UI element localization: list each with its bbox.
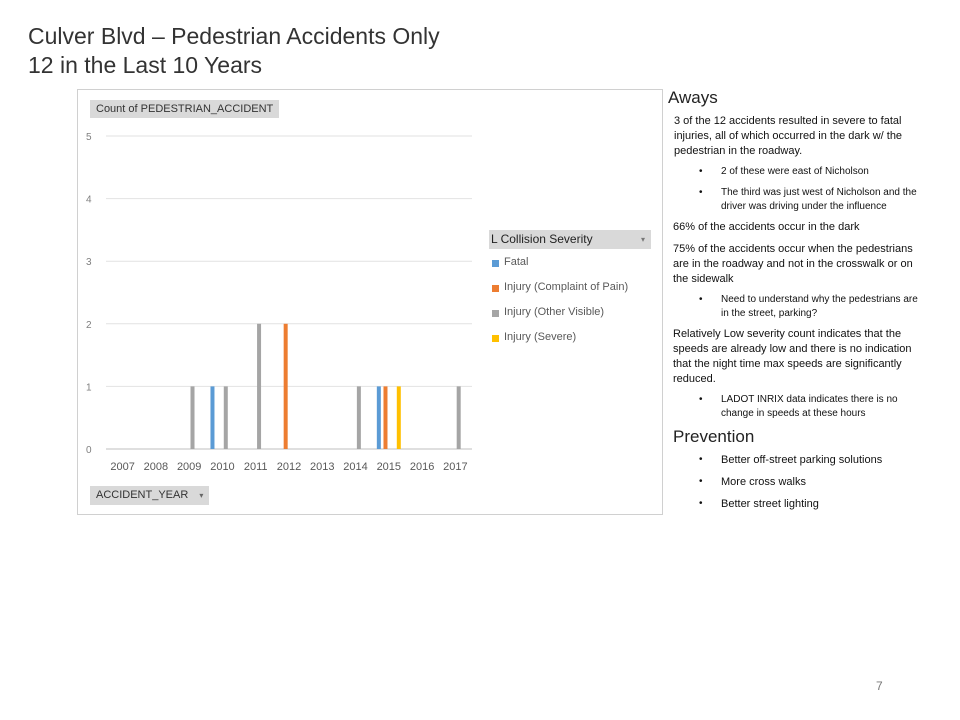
chart-legend [492,256,628,356]
y-tick-label: 0 [86,445,92,456]
x-tick-label: 2015 [376,461,402,473]
prevention-bullet-2: • More cross walks [721,475,920,489]
bar [397,386,401,449]
bar [383,386,387,449]
note-bullet-4: • LADOT INRIX data indicates there is no change in speeds at these hours [721,393,920,421]
legend-label-fatal: Fatal [504,256,529,268]
prevention-heading: Prevention [673,427,755,446]
notes-panel [668,88,920,511]
y-tick-label: 5 [86,132,92,143]
bar [224,386,228,449]
value-field-button[interactable] [90,100,279,118]
slide-title [28,22,440,80]
note-bullet-2: • The third was just west of Nicholson and the driver was driving under the influence [721,186,920,214]
dropdown-arrow-icon: ▾ [199,491,204,500]
bar [284,324,288,449]
x-tick-label: 2012 [276,461,302,473]
note-bullet-3: • Need to understand why the pedestrians are in the street, parking? [721,293,920,321]
legend-item-complaint-of-pain [492,281,628,306]
x-tick-label: 2010 [210,461,235,473]
legend-swatch-other-visible [492,310,499,317]
pivot-chart[interactable] [77,89,663,515]
x-tick-label: 2017 [443,461,468,473]
value-field-label: Count of PEDESTRIAN_ACCIDENT [96,103,274,115]
legend-field-label: L Collision Severity [491,232,593,246]
y-tick-label: 4 [86,194,92,206]
legend-field-button[interactable] [489,230,651,249]
axis-field-button[interactable] [90,486,209,505]
dropdown-arrow-icon: ▾ [640,235,645,244]
legend-swatch-severe [492,335,499,342]
note-paragraph-3: 75% of the accidents occur when the pedestrians are in the roadway and not in the crosswalk or on the sidewalk [673,243,913,285]
note-bullet-1: • 2 of these were east of Nicholson [721,165,920,179]
y-tick-label: 1 [86,382,92,394]
bar [357,386,361,449]
note-bullets-2 [721,293,920,321]
legend-label-complaint-of-pain: Injury (Complaint of Pain) [504,281,629,293]
prevention-bullet-3: • Better street lighting [721,497,920,511]
slide-title-line2: 12 in the Last 10 Years [28,52,263,78]
slide-title-line1: Culver Blvd – Pedestrian Accidents Only [28,23,440,49]
x-tick-label: 2011 [243,461,268,473]
x-tick-label: 2013 [310,461,335,473]
note-paragraph-1: 3 of the 12 accidents resulted in severe to fatal injuries, all of which occurred in the dark w/ the pedestrian in the roadway. [674,115,903,157]
x-tick-label: 2007 [110,461,135,473]
note-paragraph-2: 66% of the accidents occur in the dark [673,221,860,233]
bar [257,324,261,449]
legend-label-severe: Injury (Severe) [504,331,577,343]
y-tick-label: 2 [86,319,92,331]
bar [377,386,381,449]
note-bullets-3 [721,393,920,421]
legend-item-severe [492,331,628,356]
prevention-bullet-1: • Better off-street parking solutions [721,453,920,467]
legend-swatch-complaint-of-pain [492,285,499,292]
page-number: 7 [876,679,883,693]
x-tick-label: 2008 [143,461,169,473]
x-tick-label: 2009 [176,461,202,473]
aways-heading: Aways [668,88,718,107]
bar [210,386,214,449]
prevention-bullets [721,453,920,511]
legend-swatch-fatal [492,260,499,267]
note-bullets-1 [721,165,920,214]
note-paragraph-4: Relatively Low severity count indicates that the speeds are already low and there is no indication that the night time max speeds are significantly reduced. [673,328,912,385]
legend-item-fatal [492,256,628,281]
legend-label-other-visible: Injury (Other Visible) [504,306,605,318]
bar [457,386,461,449]
x-tick-label: 2014 [343,461,368,473]
x-tick-label: 2016 [409,461,435,473]
axis-field-label: ACCIDENT_YEAR [96,489,189,501]
bar [191,386,195,449]
y-tick-label: 3 [86,257,92,269]
legend-item-other-visible [492,306,628,331]
